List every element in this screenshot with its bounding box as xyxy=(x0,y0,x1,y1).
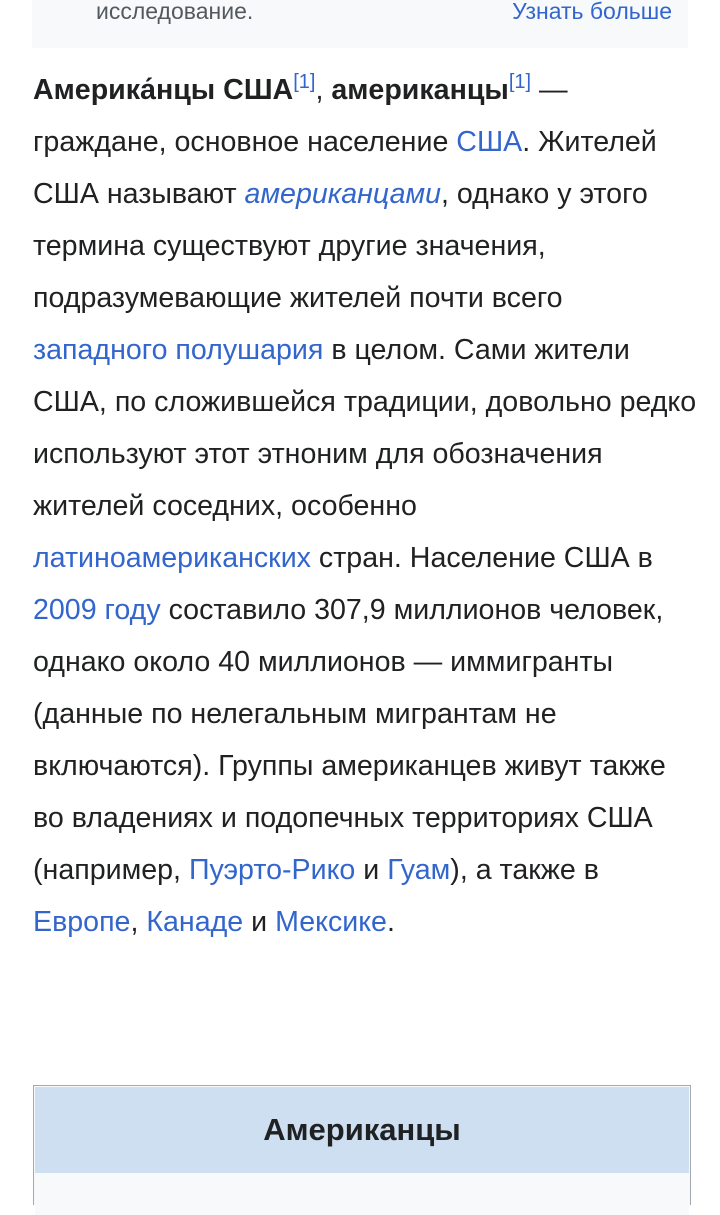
reference-link-1[interactable]: [1] xyxy=(293,71,316,93)
text-segment: . Жителей США называют xyxy=(33,126,657,210)
reference-sup xyxy=(509,71,531,93)
reference-link-2[interactable]: [1] xyxy=(508,71,532,93)
text-segment: составило 307,9 миллионов человек, однако около 40 миллионов — иммигранты (данные по нелегальным мигрантам не включаются). Группы американцев живут также во владениях и подопечных территориях США (например, xyxy=(33,594,666,886)
text-segment: и xyxy=(243,906,276,938)
link-puerto-rico[interactable]: Пуэрто-Рико xyxy=(188,854,356,886)
learn-more-link[interactable]: Узнать больше xyxy=(512,0,672,24)
link-europe[interactable]: Европе xyxy=(33,906,131,938)
article-title-term: Америка́нцы США xyxy=(33,74,294,106)
link-2009-year[interactable]: 2009 году xyxy=(33,594,161,626)
text-segment: . xyxy=(386,906,395,938)
text-segment: , xyxy=(130,906,147,938)
link-western-hemisphere[interactable]: западного полушария xyxy=(33,334,324,366)
text-segment: и xyxy=(355,854,388,886)
link-guam[interactable]: Гуам xyxy=(387,854,451,886)
notice-text: исследование. xyxy=(96,0,254,24)
article-paragraph xyxy=(33,64,699,948)
infobox-body xyxy=(35,1175,689,1215)
link-canada[interactable]: Канаде xyxy=(146,906,244,938)
text-segment: ), а также в xyxy=(450,854,599,886)
infobox-header xyxy=(35,1087,689,1173)
text-segment: , xyxy=(315,74,332,106)
text-segment: — граждане, основное население xyxy=(33,74,568,158)
text-segment: , однако у этого термина существуют другие значения, подразумевающие жителей почти всего xyxy=(33,178,648,314)
link-mexico[interactable]: Мексике xyxy=(275,906,387,938)
infobox xyxy=(33,1085,691,1205)
link-americans[interactable]: американцами xyxy=(244,178,441,210)
reference-sup xyxy=(293,71,315,93)
infobox-title: Американцы xyxy=(263,1112,461,1147)
text-segment: в целом. Сами жители США, по сложившейся традиции, довольно редко используют этот этноним для обозначения жителей соседних, особенно xyxy=(33,334,697,522)
article-alt-term: американцы xyxy=(331,74,509,106)
info-notice-banner xyxy=(32,0,688,48)
link-usa[interactable]: США xyxy=(456,126,523,158)
text-segment: стран. Население США в xyxy=(310,542,653,574)
link-latin-american[interactable]: латиноамериканских xyxy=(33,542,311,574)
